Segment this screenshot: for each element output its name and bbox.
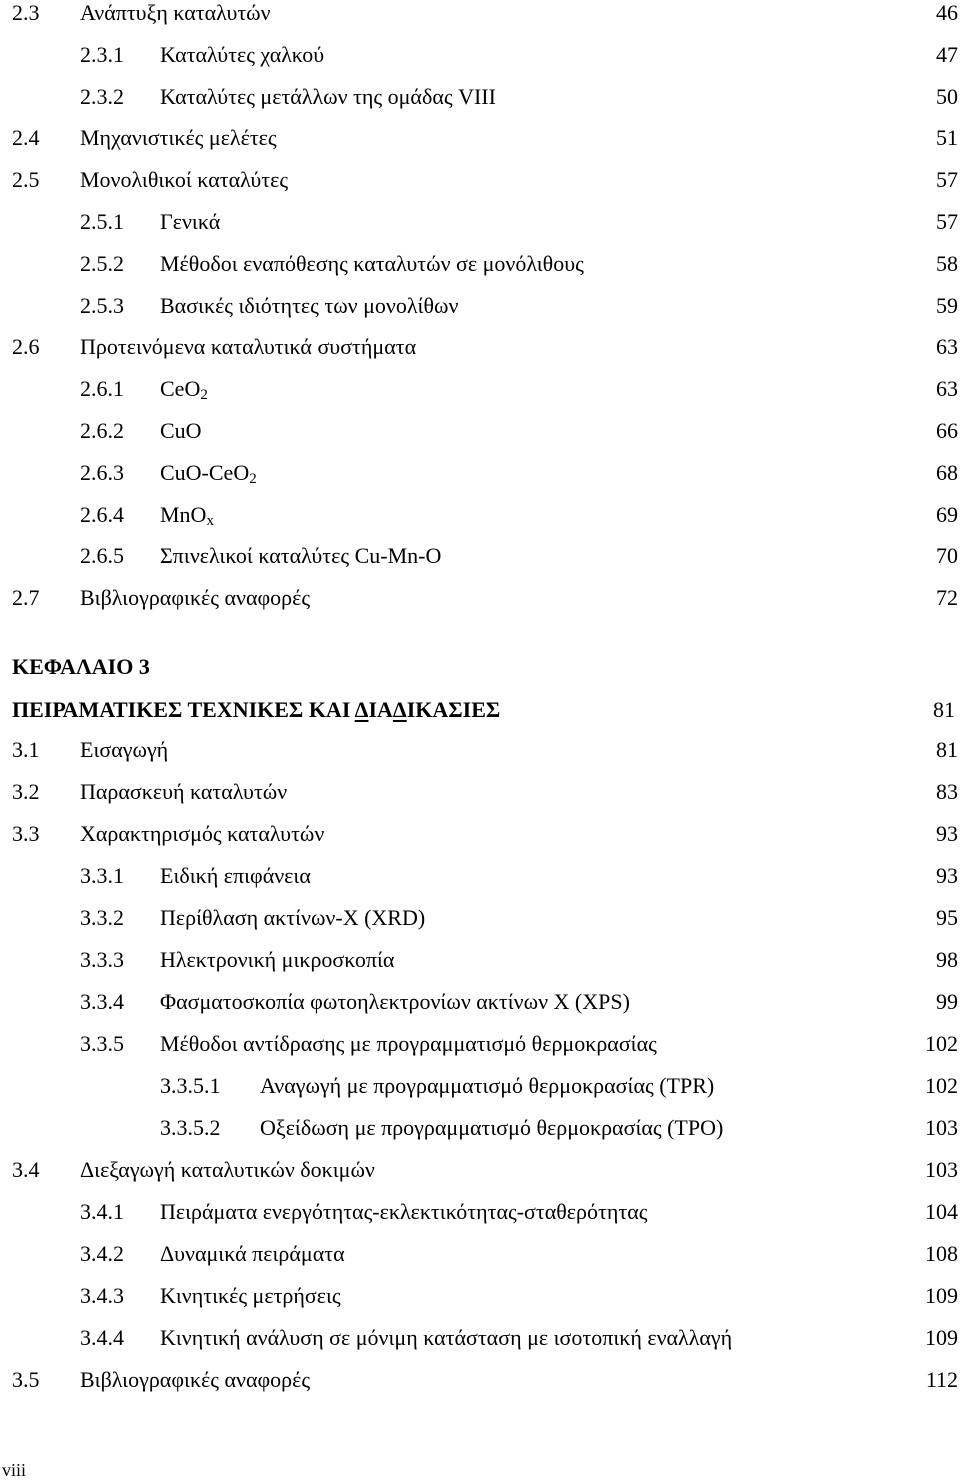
toc-entry-page: 57 bbox=[936, 167, 958, 193]
toc-entry-page: 109 bbox=[925, 1283, 958, 1308]
toc-entry-title: Χαρακτηρισμός καταλυτών bbox=[80, 821, 325, 846]
toc-entry-page: 57 bbox=[936, 209, 958, 234]
chapter-title: ΠΕΙΡΑΜΑΤΙΚΕΣ ΤΕΧΝΙΚΕΣ ΚΑΙ ΔΙΑΔΙΚΑΣΙΕΣ bbox=[12, 697, 501, 722]
chapter-label-text: ΚΕΦΑΛΑΙΟ 3 bbox=[12, 654, 150, 679]
toc-entry-number: 3.3.5 bbox=[80, 1031, 124, 1056]
toc-entry[interactable] bbox=[0, 1239, 960, 1269]
toc-entry[interactable] bbox=[0, 903, 960, 933]
toc-entry-title: Βιβλιογραφικές αναφορές bbox=[80, 585, 311, 611]
toc-entry[interactable] bbox=[0, 735, 960, 765]
toc-entry-subscript: 2 bbox=[200, 387, 208, 404]
toc-entry[interactable] bbox=[0, 777, 960, 807]
toc-entry-number: 3.1 bbox=[12, 737, 40, 762]
toc-entry-page: 108 bbox=[925, 1241, 958, 1266]
toc-entry-number: 2.6.1 bbox=[80, 376, 124, 402]
toc-entry-number: 2.6 bbox=[12, 334, 40, 360]
toc-entry-title: CuO bbox=[160, 418, 202, 443]
toc-entry-page: 104 bbox=[925, 1199, 958, 1224]
toc-entry[interactable] bbox=[0, 458, 960, 488]
toc-entry-page: 103 bbox=[925, 1157, 958, 1182]
toc-entry-page: 93 bbox=[936, 821, 958, 846]
toc-entry-title: CeO$_2$ bbox=[160, 376, 208, 404]
toc-entry-title: Μηχανιστικές μελέτες bbox=[80, 125, 277, 151]
toc-entry[interactable] bbox=[0, 1029, 960, 1059]
toc-entry-title: Μέθοδοι αντίδρασης με προγραμματισμό θερμοκρασίας bbox=[160, 1031, 657, 1056]
toc-entry-number: 3.4.1 bbox=[80, 1199, 124, 1224]
toc-entry[interactable] bbox=[0, 987, 960, 1017]
toc-entry[interactable] bbox=[0, 374, 960, 404]
toc-entry-number: 3.3 bbox=[12, 821, 40, 846]
toc-entry-page: 50 bbox=[936, 83, 958, 109]
toc-entry-number: 3.3.3 bbox=[80, 947, 124, 972]
toc-entry-page: 72 bbox=[936, 585, 958, 611]
chapter-page: 81 bbox=[933, 697, 955, 722]
toc-entry[interactable] bbox=[0, 123, 960, 153]
toc-entry-page: 93 bbox=[936, 863, 958, 888]
toc-entry-number: 3.3.4 bbox=[80, 989, 124, 1014]
toc-entry-number: 2.3 bbox=[12, 0, 40, 25]
toc-entry-subscript: x bbox=[206, 512, 214, 529]
toc-entry[interactable] bbox=[0, 1113, 960, 1143]
toc-entry-page: 112 bbox=[925, 1367, 958, 1392]
toc-entry-number: 3.3.5.2 bbox=[160, 1115, 221, 1140]
toc-entry-page: 63 bbox=[936, 376, 958, 402]
toc-entry[interactable] bbox=[0, 945, 960, 975]
toc-entry-title: Μέθοδοι εναπόθεσης καταλυτών σε μονόλιθους bbox=[160, 250, 584, 276]
chapter-label bbox=[12, 652, 957, 682]
toc-entry-title: Εισαγωγή bbox=[80, 737, 169, 762]
toc-entry-title: Προτεινόμενα καταλυτικά συστήματα bbox=[80, 334, 417, 360]
toc-entry-page: 66 bbox=[936, 418, 958, 443]
toc-entry[interactable] bbox=[0, 1071, 960, 1101]
toc-entry-page: 63 bbox=[936, 334, 958, 360]
toc-entry[interactable] bbox=[0, 207, 960, 237]
toc-entry[interactable] bbox=[0, 1281, 960, 1311]
toc-entry-title: Οξείδωση με προγραμματισμό θερμοκρασίας (TPO) bbox=[260, 1115, 724, 1140]
toc-entry-title: Ανάπτυξη καταλυτών bbox=[80, 0, 271, 25]
toc-entry[interactable] bbox=[0, 1365, 960, 1395]
toc-entry-number: 3.4.2 bbox=[80, 1241, 124, 1266]
toc-entry-page: 68 bbox=[936, 459, 958, 485]
toc-entry-number: 2.5.1 bbox=[80, 209, 124, 234]
toc-entry[interactable] bbox=[0, 583, 960, 613]
toc-entry-number: 2.5 bbox=[12, 167, 40, 193]
toc-entry-page: 58 bbox=[936, 250, 958, 276]
toc-entry[interactable] bbox=[0, 249, 960, 279]
toc-entry-number: 3.3.1 bbox=[80, 863, 124, 888]
toc-entry-title: Περίθλαση ακτίνων-Χ (XRD) bbox=[160, 905, 426, 930]
toc-entry-page: 98 bbox=[936, 947, 958, 972]
toc-entry-number: 2.4 bbox=[12, 125, 40, 151]
toc-entry-page: 103 bbox=[925, 1115, 958, 1140]
toc-entry-page: 59 bbox=[936, 292, 958, 318]
toc-entry-page: 102 bbox=[925, 1031, 958, 1056]
toc-entry-page: 109 bbox=[925, 1325, 958, 1350]
toc-entry-number: 3.4.3 bbox=[80, 1283, 124, 1308]
toc-entry-number: 2.6.3 bbox=[80, 459, 124, 485]
toc-entry-title: Κινητική ανάλυση σε μόνιμη κατάσταση με ισοτοπική εναλλαγή bbox=[160, 1325, 733, 1350]
toc-entry-number: 3.4 bbox=[12, 1157, 40, 1182]
toc-entry-page: 95 bbox=[936, 905, 958, 930]
toc-entry-title: Αναγωγή με προγραμματισμό θερμοκρασίας (TPR) bbox=[260, 1073, 715, 1098]
toc-entry-page: 102 bbox=[925, 1073, 958, 1098]
toc-entry-number: 2.7 bbox=[12, 585, 40, 611]
toc-entry-title: Ειδική επιφάνεια bbox=[160, 863, 311, 888]
toc-entry-title: Παρασκευή καταλυτών bbox=[80, 779, 288, 804]
toc-entry[interactable] bbox=[0, 541, 960, 571]
toc-entry[interactable] bbox=[0, 82, 960, 112]
toc-entry[interactable] bbox=[0, 861, 960, 891]
toc-entry-page: 69 bbox=[936, 501, 958, 527]
toc-entry-page: 70 bbox=[936, 543, 958, 569]
toc-entry[interactable] bbox=[0, 0, 960, 28]
toc-entry-title: Βιβλιογραφικές αναφορές bbox=[80, 1367, 311, 1392]
toc-entry-number: 3.4.4 bbox=[80, 1325, 124, 1350]
toc-entry[interactable] bbox=[0, 819, 960, 849]
toc-entry-number: 3.5 bbox=[12, 1367, 40, 1392]
toc-entry-title: Κινητικές μετρήσεις bbox=[160, 1283, 341, 1308]
toc-entry-page: 51 bbox=[936, 125, 958, 151]
page-number-footer: viii bbox=[2, 1460, 27, 1480]
chapter-title-row[interactable] bbox=[12, 695, 957, 725]
toc-entry-page: 47 bbox=[936, 41, 958, 67]
toc-entry[interactable] bbox=[0, 40, 960, 70]
toc-entry-number: 2.5.2 bbox=[80, 250, 124, 276]
toc-entry-title: Πειράματα ενεργότητας-εκλεκτικότητας-σταθερότητας bbox=[160, 1199, 648, 1224]
toc-entry-title: Καταλύτες μετάλλων της ομάδας VIII bbox=[160, 83, 496, 109]
toc-entry-number: 2.5.3 bbox=[80, 292, 124, 318]
toc-entry-number: 3.2 bbox=[12, 779, 40, 804]
toc-entry-number: 2.6.4 bbox=[80, 501, 124, 527]
toc-entry-page: 46 bbox=[936, 0, 958, 25]
toc-entry[interactable] bbox=[0, 165, 960, 195]
toc-entry-number: 3.3.2 bbox=[80, 905, 124, 930]
toc-entry[interactable] bbox=[0, 1197, 960, 1227]
toc-entry-title: Φασματοσκοπία φωτοηλεκτρονίων ακτίνων Χ (XPS) bbox=[160, 989, 630, 1014]
toc-entry-number: 2.6.2 bbox=[80, 418, 124, 443]
toc-entry-title: Καταλύτες χαλκού bbox=[160, 41, 325, 67]
toc-entry[interactable] bbox=[0, 1323, 960, 1353]
toc-entry-title: Διεξαγωγή καταλυτικών δοκιμών bbox=[80, 1157, 375, 1182]
toc-entry-number: 3.3.5.1 bbox=[160, 1073, 221, 1098]
toc-entry-subscript: 2 bbox=[249, 470, 257, 487]
toc-entry-number: 2.3.1 bbox=[80, 41, 124, 67]
toc-entry[interactable] bbox=[0, 416, 960, 446]
toc-entry-title: Δυναμικά πειράματα bbox=[160, 1241, 345, 1266]
toc-entry-title: MnO$_x$ bbox=[160, 501, 214, 529]
toc-entry[interactable] bbox=[0, 332, 960, 362]
toc-entry-title: Μονολιθικοί καταλύτες bbox=[80, 167, 289, 193]
toc-entry-number: 2.3.2 bbox=[80, 83, 124, 109]
toc-entry[interactable] bbox=[0, 500, 960, 530]
toc-entry[interactable] bbox=[0, 291, 960, 321]
toc-entry[interactable] bbox=[0, 1155, 960, 1185]
toc-entry-page: 83 bbox=[936, 779, 958, 804]
toc-entry-title: Σπινελικοί καταλύτες Cu-Mn-O bbox=[160, 543, 442, 569]
toc-entry-page: 99 bbox=[936, 989, 958, 1014]
toc-entry-title: Βασικές ιδιότητες των μονολίθων bbox=[160, 292, 459, 318]
toc-entry-title: Ηλεκτρονική μικροσκοπία bbox=[160, 947, 395, 972]
toc-entry-title: Γενικά bbox=[160, 209, 221, 234]
toc-entry-page: 81 bbox=[936, 737, 958, 762]
toc-entry-title: CuO-CeO$_2$ bbox=[160, 459, 257, 487]
toc-entry-number: 2.6.5 bbox=[80, 543, 124, 569]
